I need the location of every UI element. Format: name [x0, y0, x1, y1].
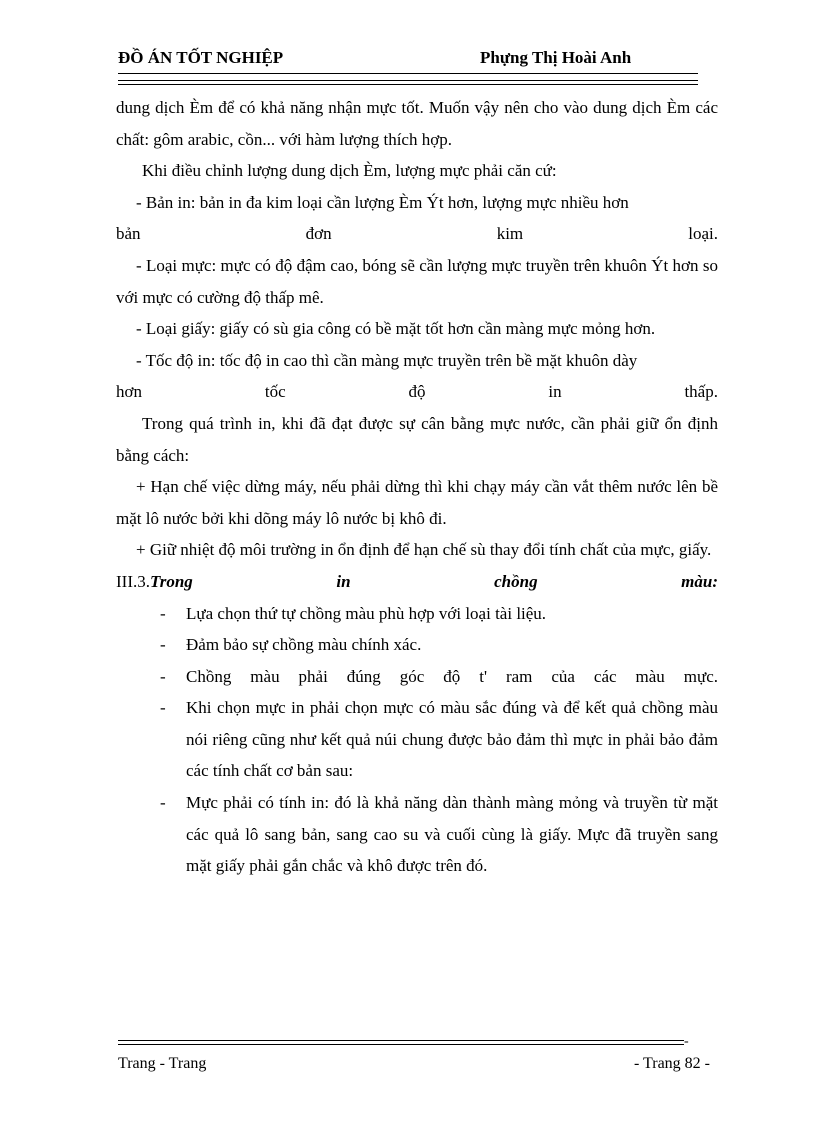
word: loại.	[688, 224, 718, 244]
paragraph: dung dịch Èm để có khả năng nhận mực tốt. Muốn vậy nên cho vào dung dịch Èm các chất: gôm arabic, cồn... với hàm lượng thích hợp.	[116, 98, 718, 149]
footer-rule-dash: -	[684, 1034, 689, 1049]
justified-line	[116, 376, 718, 408]
word: in	[548, 382, 562, 402]
section-word: Trong	[149, 571, 193, 591]
word: kim	[496, 224, 524, 244]
list-item-text: Khi chọn mực in phải chọn mực có màu sắc đúng và để kết quả chồng màu nói riêng cũng như kết quả núi chung được bảo đảm thì mực in phải bảo đảm các tính chất cơ bản sau:	[186, 698, 718, 781]
footer-label: Trang - Trang	[118, 1055, 207, 1072]
section-number: III.3.	[116, 571, 150, 591]
document-body	[116, 92, 718, 882]
list-item-text: Lựa chọn thứ tự chồng màu phù hợp với loại tài liệu.	[186, 603, 547, 623]
section-word: chồng	[494, 571, 538, 591]
justified-line	[116, 218, 718, 250]
section-word: màu:	[681, 571, 718, 591]
word: độ	[408, 382, 426, 402]
word: tốc	[264, 382, 286, 402]
section-word: in	[336, 571, 351, 591]
header-rule	[118, 73, 698, 74]
header-rule	[118, 84, 698, 85]
paragraph: + Giữ nhiệt độ môi trường in ổn định để hạn chế sù thay đổi tính chất của mực, giấy.	[136, 540, 712, 560]
header-rule	[118, 80, 698, 81]
list-item-text: Chồng màu phải đúng góc độ t' ram của các màu mực.	[186, 666, 718, 686]
footer-rule	[118, 1044, 684, 1045]
list-item-text: Đảm bảo sự chồng màu chính xác.	[186, 635, 422, 655]
bullet-list	[116, 598, 718, 882]
bullet-marker: -	[160, 635, 166, 655]
list-item	[116, 598, 718, 630]
page-header	[118, 48, 718, 72]
header-author: Phựng Thị Hoài Anh	[480, 48, 632, 67]
header-title: ĐỒ ÁN TỐT NGHIỆP	[118, 48, 284, 67]
word: bản	[116, 224, 141, 244]
paragraph: - Loại giấy: giấy có sù gia công có bề mặt tốt hơn cần màng mực mỏng hơn.	[136, 319, 656, 339]
paragraph: + Hạn chế việc dừng máy, nếu phải dừng thì khi chạy máy cần vắt thêm nước lên bề mặt lô nước bởi khi dõng máy lô nước bị khô đi.	[116, 477, 718, 528]
paragraph: - Bản in: bản in đa kim loại cần lượng Èm Ýt hơn, lượng mực nhiều hơn	[136, 192, 629, 212]
list-item	[116, 629, 718, 661]
paragraph: Trong quá trình in, khi đã đạt được sự cân bằng mực nước, cần phải giữ ổn định bằng cách:	[116, 413, 718, 465]
footer-rule	[118, 1040, 684, 1041]
word: thấp.	[684, 382, 718, 402]
paragraph: Khi điều chỉnh lượng dung dịch Èm, lượng mực phải căn cứ:	[142, 161, 557, 181]
list-item-text: Mực phải có tính in: đó là khả năng dàn thành màng mỏng và truyền từ mặt các quả lô sang bản, sang cao su và cuối cùng là giấy. Mực đã truyền sang mặt giấy phải gắn chắc và khô được trên đó.	[186, 793, 718, 876]
bullet-marker: -	[160, 698, 166, 718]
paragraph: - Tốc độ in: tốc độ in cao thì cần màng mực truyền trên bề mặt khuôn dày	[136, 350, 638, 370]
section-lead	[116, 566, 193, 598]
page-number: - Trang 82 -	[633, 1055, 710, 1072]
paragraph: - Loại mực: mực có độ đậm cao, bóng sẽ cần lượng mực truyền trên khuôn Ýt hơn so với mực có cường độ thấp mê.	[116, 255, 718, 307]
list-item	[116, 692, 718, 787]
list-item	[116, 787, 718, 882]
bullet-marker: -	[160, 603, 166, 623]
section-heading	[116, 566, 718, 598]
word: hơn	[116, 382, 142, 402]
list-item	[116, 661, 718, 693]
bullet-marker: -	[160, 666, 166, 686]
word: đơn	[305, 224, 332, 244]
bullet-marker: -	[160, 793, 166, 813]
